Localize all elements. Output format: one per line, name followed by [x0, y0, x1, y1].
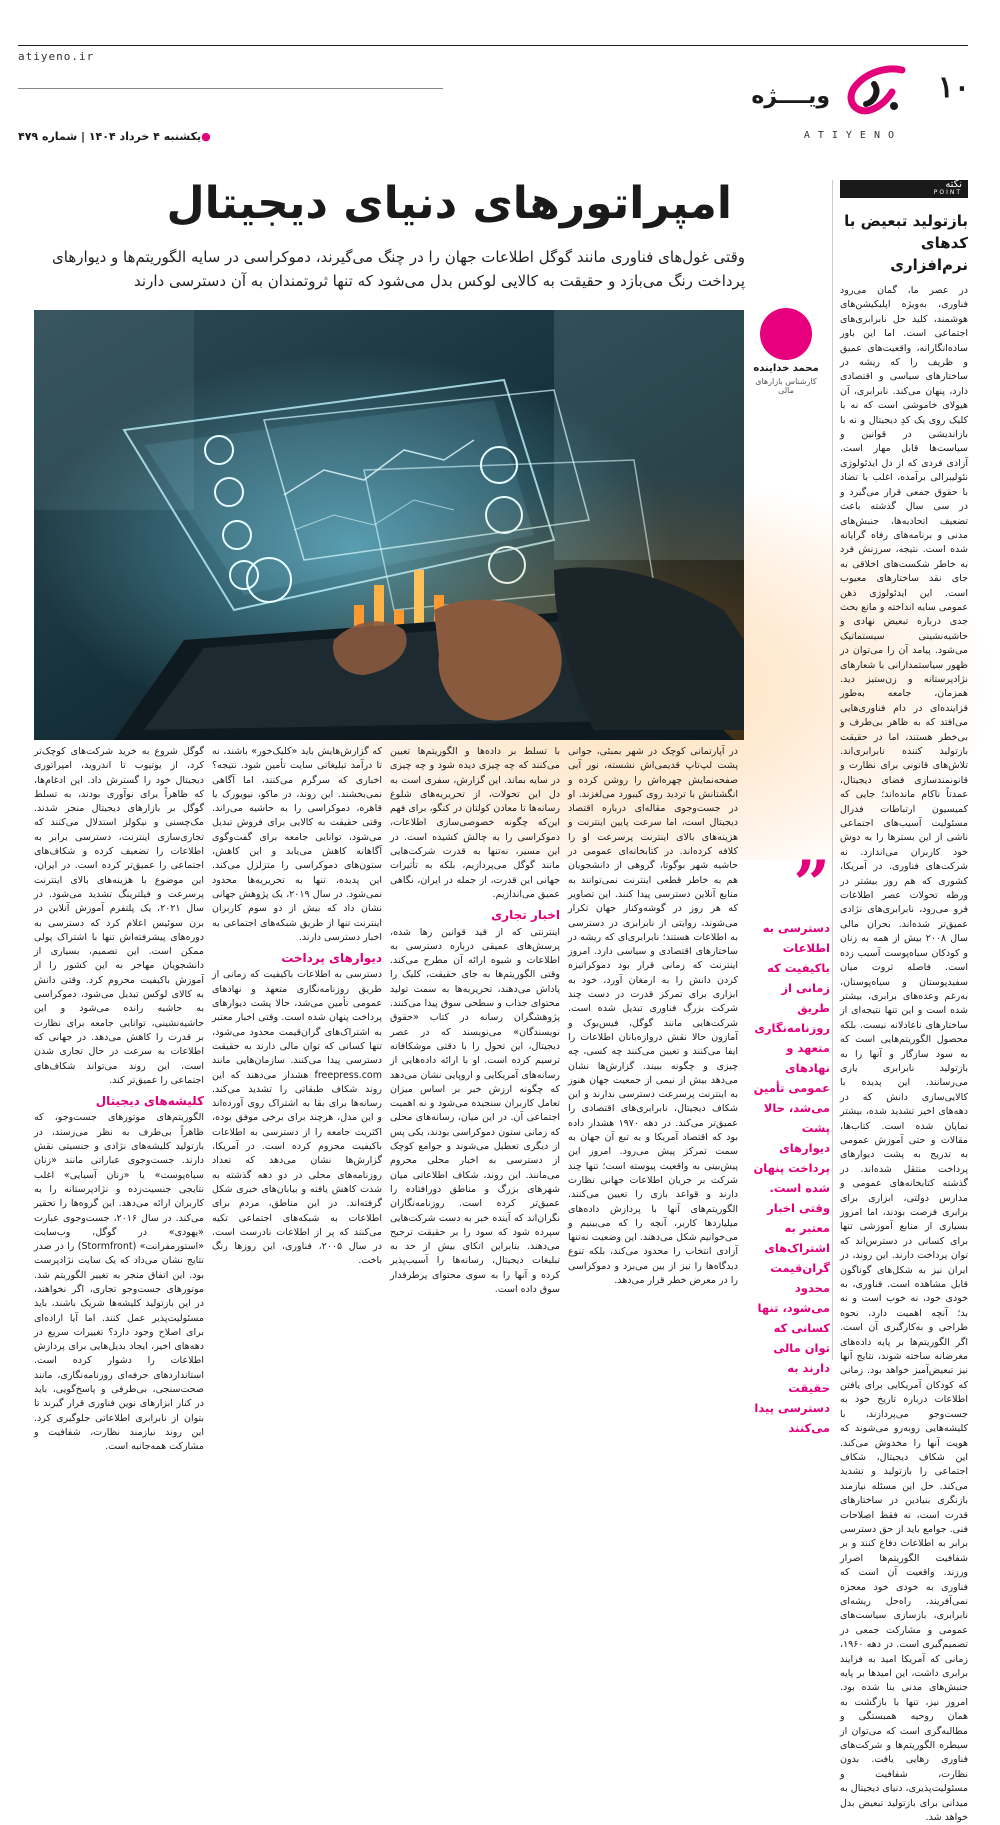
top-rule — [18, 45, 968, 46]
pullquote-text: دسترسی به اطلاعات باکیفیت که زمانی از طریق روزنامه‌نگاری متعهد و نهادهای عمومی تأمین می‌شد، حالا پشت دیوارهای پرداخت پنهان شده است. وقتی اخبار معتبر به اشتراک‌های گران‌قیمت محدود می‌شود، تنها کسانی که توان مالی دارند به حقیقت دسترسی پیدا می‌کنند — [753, 921, 830, 1435]
column-2-heading: اخبار تجاری — [491, 908, 560, 923]
article-lead: وقتی غول‌های فناوری مانند گوگل اطلاعات جهان را در چنگ می‌گیرند، دموکراسی در سایه الگوریتم‌ها و دیوارهای پرداخت رنگ می‌بازد و حقیقت به کالایی لوکس بدل می‌شود که تنها ثروتمندان به آن دسترسی دارند — [52, 248, 745, 290]
sidebar — [840, 179, 969, 1824]
column-3 — [212, 745, 382, 1365]
section-label: ویــــژه — [751, 84, 830, 109]
pullquote — [748, 847, 830, 1438]
photo-laptop-hologram — [34, 310, 744, 740]
column-2 — [390, 745, 560, 1365]
date-text: یکشنبه ۴ خرداد ۱۴۰۴ | شماره ۴۷۹ — [18, 130, 202, 143]
logo-mark — [844, 62, 906, 122]
dateline: ●یکشنبه ۴ خرداد ۱۴۰۴ | شماره ۴۷۹ — [18, 130, 211, 143]
column-4-intro: گوگل شروع به خرید شرکت‌های کوچک‌تر کرد، از یوتیوب تا اندروید، امپراتوری دیجیتال خود را گسترش داد. این ادغام‌ها، که ظاهراً برای نوآوری بودند، به تسلط گوگل بر بازارهای دیجیتال منجر شدند. مک‌چسنی و نیکولز استدلال می‌کنند که تجاری‌سازی اینترنت، دسترسی برابر به اطلاعات را تضعیف کرده و شکاف‌های اجتماعی را عمیق‌تر کرده است. در ایران، این موضوع با هزینه‌های بالای اینترنت پرسرعت و فیلترینگ تشدید می‌شود. در سال ۲۰۲۱، یک پلتفرم آموزش آنلاین در برن سوئیس اعلام کرد که دسترسی به دوره‌های پیشرفته‌اش تنها با اشتراک پولی ممکن است. این تصمیم، بسیاری از دانشجویان مهاجر به این کشور را از آموزش باکیفیت محروم کرد. وقتی دانش به کالای لوکس تبدیل می‌شود، دموکراسی به حاشیه رانده می‌شود و این حاشیه‌نشینی، توانایی جامعه برای نظارت بر قدرت را کاهش می‌دهد. در جهانی که اطلاعات به سرعت در حال تجاری شدن است، این روند می‌تواند شکاف‌های اجتماعی را عمیق‌تر کند. — [34, 746, 204, 1086]
masthead-divider — [18, 88, 443, 89]
article-photo — [34, 310, 744, 740]
column-3-body: دسترسی به اطلاعات باکیفیت که زمانی از طریق روزنامه‌نگاری متعهد و نهادهای عمومی تأمین می‌شد، حالا پشت دیوارهای پرداخت پنهان شده است. وقتی اخبار معتبر به اشتراک‌های گران‌قیمت محدود می‌شود، تنها کسانی که توان مالی دارند به حقیقت دسترسی پیدا می‌کنند. سازمان‌هایی مانند freepress.com هشدار می‌دهند که این روند شکاف طبقاتی را تشدید می‌کند. رسانه‌ها برای بقا به اشتراک روی آورده‌اند و این مدل، هرچند برای برخی موفق بوده، اکثریت جامعه را از دسترسی به اطلاعات باکیفیت محروم کرده است. در آمریکا، گزارش‌ها نشان می‌دهد که تعداد روزنامه‌های محلی در دو دهه گذشته به شدت کاهش یافته و بیابان‌های خبری شکل گرفته‌اند. در این مناطق، مردم برای اطلاعات به شبکه‌های اجتماعی تکیه می‌کنند که پر از اطلاعات نادرست است. در سال ۲۰۰۵، فناوری، این روزها رنگ باخت. — [212, 969, 382, 1267]
column-3-heading: دیوارهای پرداخت — [281, 951, 382, 966]
sidebar-tag-latin: POINT — [933, 189, 962, 196]
sidebar-divider — [832, 180, 833, 1360]
column-4-heading: کلیشه‌های دیجیتال — [95, 1094, 204, 1109]
site-url[interactable]: atiyeno.ir — [18, 50, 95, 63]
sidebar-tag-text: نکته — [945, 179, 962, 190]
column-2-intro: با تسلط بر داده‌ها و الگوریتم‌ها تعیین می‌کنند که چه چیزی دیده شود و چه چیزی در سایه بماند. این گزارش، سفری است به دل این تحولات، از تحریریه‌های شلوغ رسانه‌ها تا معادن کولتان در کنگو، برای فهم این‌که چگونه خصوصی‌سازی اطلاعات، دموکراسی را به چالش کشیده است. در این مسیر، نه‌تنها به قدرت شرکت‌هایی مانند گوگل می‌پردازیم، بلکه به تأثیرات جهانی این قدرت، از جمله در ایران، نگاهی عمیق می‌اندازیم. — [390, 746, 560, 900]
logo-latin: ATIYENO — [803, 130, 902, 141]
sidebar-tag — [840, 180, 968, 198]
column-1 — [568, 745, 738, 1365]
author-avatar — [760, 308, 812, 360]
page-number: ۱۰ — [937, 70, 970, 105]
column-4-body: الگوریتم‌های موتورهای جست‌وجو، که ظاهراً بی‌طرف به نظر می‌رسند، در بازتولید کلیشه‌های نژادی و جنسیتی نقش دارند. جست‌وجوی عباراتی مانند «زنان سیاه‌پوست» یا «زنان آسیایی» اغلب نتایجی جنسیت‌زده و نژادپرستانه را به کاربران ارائه می‌دهد. این گروه‌ها را تحقیر می‌کند. در سال ۲۰۱۶، جست‌وجوی عبارت «یهودی» در گوگل، وب‌سایت «استورمفرانت» (Stormfront) را در صدر نتایج نشان می‌داد که یک سایت نژادپرست بود. این اتفاق منجر به تغییر الگوریتم شد. موتورهای جست‌وجو تجاری، اگر نخواهند، در این بازتولید کلیشه‌ها شریک باشند، باید مسئولیت‌پذیر عمل کنند. اما آیا اراده‌ای برای اصلاح وجود دارد؟ تغییرات سریع در دهه‌های اخیر، ایجاد بدیل‌هایی برای پردازش اطلاعات را دشوار کرده است. استانداردهای حرفه‌ای روزنامه‌نگاری، مانند صحت‌سنجی، بی‌طرفی و پاسخ‌گویی، باید در کنار ابزارهای نوین فناوری قرار گیرند تا بتوان از نابرابری اطلاعاتی جلوگیری کرد. این روند نیازمند نظارت، شفافیت و مشارکت همه‌جانبه است. — [34, 1112, 204, 1453]
logo — [844, 62, 906, 122]
column-1-text: در آپارتمانی کوچک در شهر بمبئی، جوانی پشت لپ‌تاپ قدیمی‌اش نشسته، نور آبی صفحه‌نمایش چهره‌اش را روشن کرده و انگشتانش با تردید روی کیبورد می‌لغزند. او در جست‌وجوی مقاله‌ای درباره اقتصاد دیجیتال است، اما سرعت پایین اینترنت و هزینه‌های بالای اینترنت پرسرعت او را کلافه کرده‌اند. در کتابخانه‌ای عمومی در حاشیه شهر بوگوتا، گروهی از دانشجویان هم به خاطر قطعی اینترنت نمی‌توانند به منابع آنلاین دسترسی پیدا کنند. این تصاویر که هر روز در گوشه‌وکنار جهان تکرار می‌شوند، روایتی از نابرابری در دسترسی به اطلاعات هستند؛ نابرابری‌ای که ریشه در ساختارهای اقتصادی و سیاسی دارد. امروز اینترنت که زمانی قرار بود دموکراتیزه کردن دانش را به ارمغان آورد، خود به ابزاری برای تمرکز قدرت در دست چند شرکت بزرگ فناوری تبدیل شده است. شرکت‌هایی مانند گوگل، فیس‌بوک و آمازون حالا نقش دروازه‌بانان اطلاعات را ایفا می‌کنند و تعیین می‌کنند چه کسی، چه چیزی و چگونه ببیند. گزارش‌ها نشان می‌دهد بیش از نیمی از جمعیت جهان هنوز به اینترنت پرسرعت دسترسی ندارند و این شکاف دیجیتال، نابرابری‌های اقتصادی را عمیق‌تر می‌کند. در دهه ۱۹۷۰ هشدار داده بود که اقتصاد آمریکا و به تبع آن جهان به سمت تمرکز پیش می‌رود. امروز این پیش‌بینی به واقعیت پیوسته است؛ تنها چند شرکت بر جریان اطلاعات جهانی نظارت دارند و قواعد بازی را تعیین می‌کنند. الگوریتم‌های آنها با پردازش داده‌های میلیاردها کاربر، آنچه را که می‌بینیم و می‌خوانیم شکل می‌دهند. این وضعیت نه‌تنها آزادی انتخاب را محدود می‌کند، بلکه تنوع دیدگاه‌ها را نیز از بین می‌برد و دموکراسی را در معرض خطر قرار می‌دهد. — [568, 746, 738, 1286]
column-4 — [34, 745, 204, 1453]
quote-mark-icon: ” — [793, 847, 830, 922]
column-2-body: اینترنتی که از قید قوانین رها شده، پرسش‌های عمیقی درباره دسترسی به اطلاعات و شیوه ارائه آن مطرح می‌کند. وقتی الگوریتم‌ها به جای حقیقت، کلیک را پاداش می‌دهند، تحریریه‌ها به سمت تولید محتوای جذاب و سطحی سوق پیدا می‌کنند. پژوهشگران رسانه در کتاب «حقوق نویسندگان» می‌نویسند که در عصر دیجیتال، این تحول را با دقتی موشکافانه ترسیم کرده است. او با ارائه داده‌هایی از رسانه‌های آمریکایی و اروپایی نشان می‌دهد که چگونه ارزش خبر بر اساس میزان تعامل کاربران سنجیده می‌شود و نه اهمیت اجتماعی آن. در این میان، رسانه‌های محلی که زمانی ستون دموکراسی بودند، یکی پس از دیگری تعطیل می‌شوند و جوامع کوچک از دسترسی به اخبار محلی محروم می‌مانند. این روند، شکاف اطلاعاتی میان شهرهای بزرگ و مناطق دورافتاده را عمیق‌تر کرده است. روزنامه‌نگاران نگران‌اند که آینده خبر به دست شرکت‌هایی سپرده شود که سود را بر حقیقت ترجیح می‌دهند. بنابراین اتکای بیش از حد به تبلیغات دیجیتال، رسانه‌ها را آسیب‌پذیر کرده و آنها را به سوی محتوای پرطرفدار سوق داده است. — [390, 926, 560, 1295]
author-role: کارشناس بازارهای مالی — [755, 377, 817, 395]
article-headline: امپراتورهای دنیای دیجیتال — [166, 178, 732, 229]
author-name: محمد خداینده — [753, 363, 819, 374]
column-3-intro: که گزارش‌هایش باید «کلیک‌خور» باشند، نه تا درآمد تبلیغاتی سایت تأمین شود. نتیجه؟ اخباری که سرگرم می‌کنند، اما آگاهی نمی‌بخشند. این روند، در ماکو، نیویورک یا قاهره، دموکراسی را به حاشیه می‌راند. وقتی حقیقت به کالایی برای فروش تبدیل می‌شود، توانایی جامعه برای گفت‌وگوی آگاهانه کاهش می‌یابد و این کاهش، ستون‌های دموکراسی را متزلزل می‌کند. این پدیده، تنها به تحریریه‌ها محدود نمی‌شود. در سال ۲۰۱۹، یک پژوهش جهانی نشان داد که بیش از دو سوم کاربران اینترنت تنها از طریق شبکه‌های اجتماعی به اخبار دسترسی دارند. — [212, 746, 382, 943]
sidebar-body: در عصر ما، گمان می‌رود فناوری، به‌ویژه اپلیکیشن‌های هوشمند، کلید حل نابرابری‌های اجتماعی است. اما این باور ساده‌انگارانه، واقعیت‌های عمیق و ظریف را که ریشه در ساختارهای سیاسی و اقتصادی دارد، پنهان می‌کند. نابرابری، آن هیولای خاموشی است که نه با کلیک روی یک کدِ دیجیتال و نه با بازاندیشی در قوانین و سیاست‌ها قابل مهار است. آزادی فردی که از دل ایدئولوژی نئولیبرالی برآمده، اغلب با تضاد با حقوق جمعی قرار می‌گیرد و در سی سال گذشته باعث تضعیف اتحادیه‌ها، جنبش‌های مدنی و برنامه‌های رفاه گرایانه شده است. نتیجه، سرزنش فرد به خاطر شکست‌های اخلاقی به جای نقد ساختارهای معیوب است. این ایدئولوژی ذهن عمومی سایه انداخته و مانع بحث جدی درباره تبعیض نهادی و حاشیه‌نشینی سیستماتیک می‌شود. پیامد آن را می‌توان در ظهور سیاستمدارانی با شعارهای نژادپرستانه و زن‌ستیز دید. همزمان، جامعه به‌طور فزاینده‌ای در دام فناوری‌هایی می‌افتد که به ظاهر بی‌طرف و بی‌خطر هستند، اما در حقیقت بازتولید کننده نابرابری‌اند. تلاش‌های قانونی برای نظارت و قانونمندسازی فضای دیجیتال، عمدتاً ناکام مانده‌اند؛ جایی که کمیسیون ارتباطات فدرال مسئولیت آسیب‌های اجتماعی ناشی از این بسترها را به دوش خود کاربران می‌اندازد. نه شرکت‌های فناوری. در آمریکا، کشوری که هم روز بیشتر در ورطه تحولات عصر اطلاعات فرو می‌رود، نابرابری‌های نژادی عمیق‌تر شده‌اند. بحران مالی سال ۲۰۰۸ بیش از همه به زنان و کودکان سیاه‌پوست آسیب زده است. فاصله ثروت میان سفیدپوستان و سیاه‌پوستان، به‌رغم وعده‌های برابری، بیشتر شده است و این تنها نتیجه‌ای از ساختارهای ناعادلانه نیست. بلکه محصول الگوریتم‌هایی است که به سود سازگار و آنها را به بازتولید نابرابری یاری می‌رسانند. این پدیده با کالایی‌سازی دانش که در دهه‌های اخیر تشدید شده، بیشتر نمایان شده است. کتاب‌ها، مقالات و حتی آموزش عمومی به تدریج به پشت دیوارهای پرداخت منتقل شده‌اند. در گذشته کتابخانه‌های عمومی و مدارس دولتی، ابزاری برای برابری فرصت بودند، اما امروز بسیاری از منابع آموزشی تنها برای کسانی در دسترس‌اند که توان پرداخت دارند. این روند، در ایران نیز به شکل‌های گوناگون قابل مشاهده است. فناوری، به خودی خود، نه خوب است و نه بد؛ آنچه اهمیت دارد، نحوه طراحی و به‌کارگیری آن است. اگر الگوریتم‌ها بر پایه داده‌های مغرضانه ساخته شوند، نتایج آنها نیز تبعیض‌آمیز خواهد بود. زمانی که کودکان آمریکایی برای یافتن اطلاعات درباره تاریخ خود به جست‌وجو می‌پردازند، با کلیشه‌هایی روبه‌رو می‌شوند که هویت آنها را مخدوش می‌کند. این شکاف دیجیتال، شکاف اجتماعی را بازتولید و تشدید می‌کند. حل این مسئله نیازمند بازنگری بنیادین در ساختارهای قدرت است، نه فقط اصلاحات فنی. جوامع باید از حق دسترسی برابر به اطلاعات دفاع کنند و بر شفافیت الگوریتم‌ها اصرار ورزند. واقعیت آن است که فناوری به خودی خود معجزه نمی‌آفریند. راه‌حل ریشه‌ای نابرابری، بازسازی سیاست‌های عمومی و مشارکت جمعی در تصمیم‌گیری است. در دهه ۱۹۶۰، زمانی که آمریکا امید به فرایند برابری داشت، این امیدها بر پایه جنبش‌های مدنی بنا شده بود. امروز نیز، تنها با بازگشت به همان روحیه همبستگی و مطالبه‌گری است که می‌توان از سیطره الگوریتم‌ها و شرکت‌های فناوری رهایی یافت. بدون نظارت، شفافیت و مسئولیت‌پذیری، دنیای دیجیتال به میدانی برای بازتولید تبعیض بدل خواهد شد. — [840, 285, 969, 1824]
sidebar-title: بازتولید تبعیض با کدهای نرم‌افزاری — [844, 212, 968, 274]
